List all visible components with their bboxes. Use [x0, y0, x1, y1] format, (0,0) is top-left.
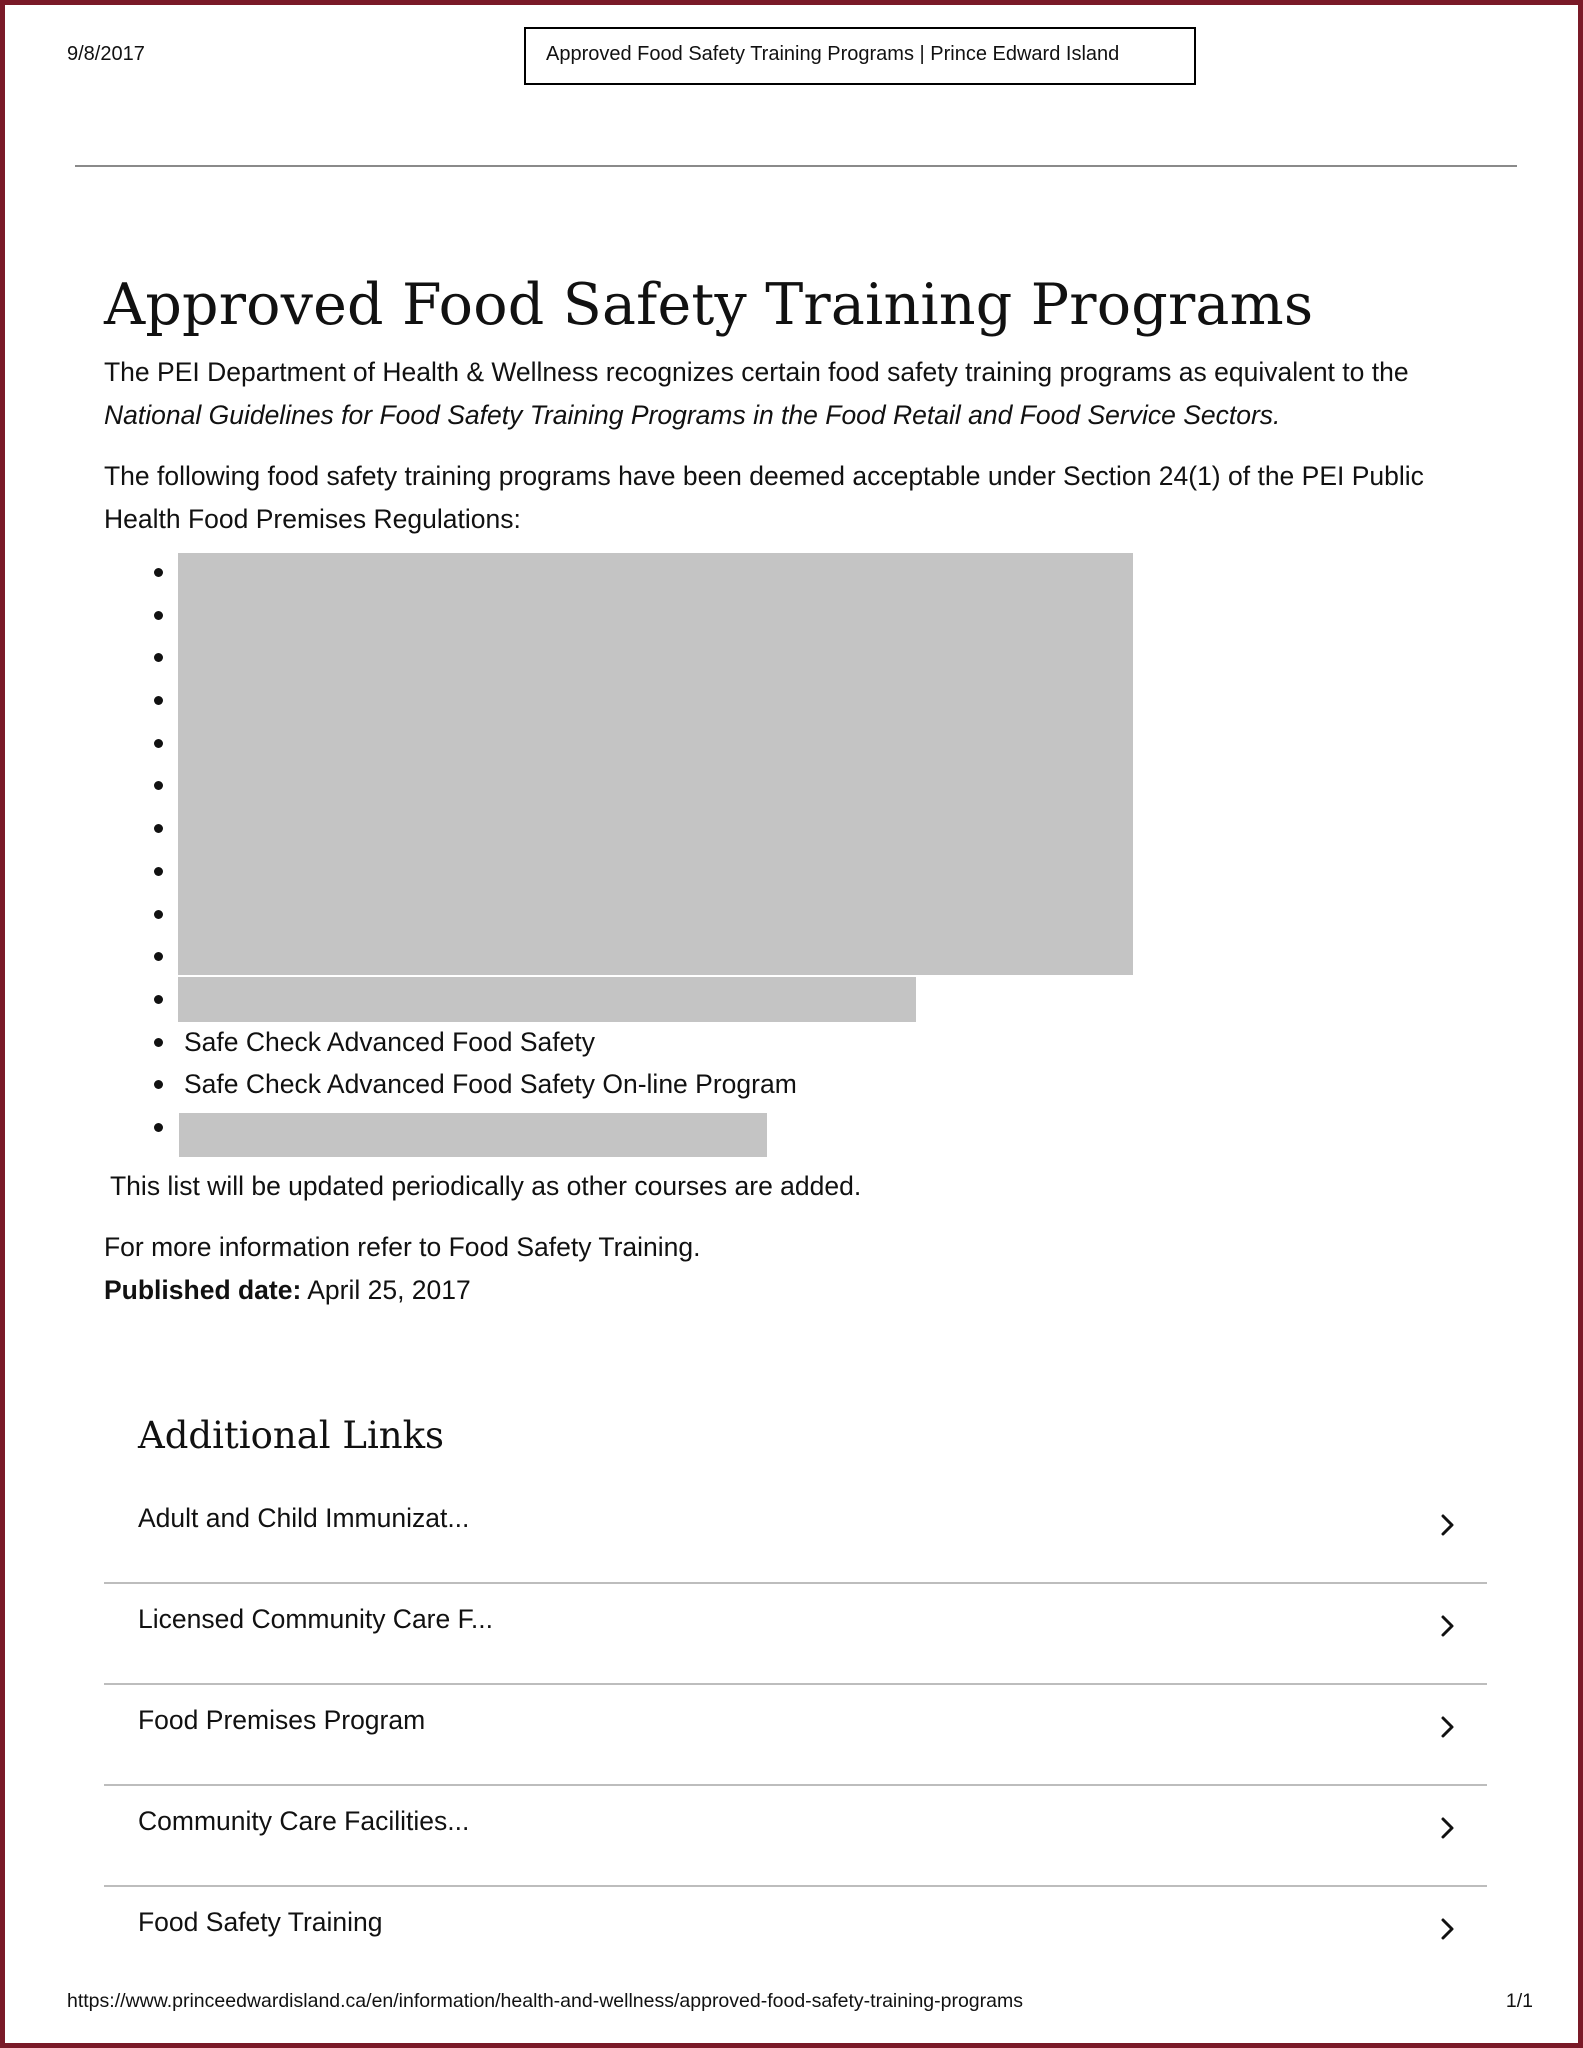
bullet-icon: [154, 781, 163, 790]
link-label[interactable]: Food Premises Program: [138, 1705, 426, 1735]
link-label[interactable]: Community Care Facilities...: [138, 1806, 470, 1836]
redaction-block: [179, 1113, 767, 1157]
redaction-block: [178, 977, 916, 1022]
chevron-right-icon: [1435, 1917, 1459, 1941]
chevron-right-icon: [1435, 1816, 1459, 1840]
published-date: [104, 1269, 1484, 1312]
article-content: [104, 267, 1484, 1312]
link-label[interactable]: Adult and Child Immunizat...: [138, 1503, 470, 1533]
program-label: Safe Check Advanced Food Safety: [184, 1026, 596, 1057]
bullet-icon: [154, 824, 163, 833]
bullet-icon: [154, 910, 163, 919]
chevron-right-icon: [1435, 1513, 1459, 1537]
bullet-icon: [154, 952, 163, 961]
bullet-icon: [154, 653, 163, 662]
header-divider: [75, 165, 1517, 167]
bullet-icon: [154, 611, 163, 620]
more-info-text: For more information refer to Food Safety Training.: [104, 1231, 701, 1262]
bullet-icon: [154, 1080, 163, 1089]
additional-link-item[interactable]: [104, 1887, 1487, 1988]
intro-paragraph: [104, 351, 1484, 437]
bullet-icon: [154, 568, 163, 577]
bullet-icon: [154, 995, 163, 1004]
chevron-right-icon: [1435, 1715, 1459, 1739]
bullet-icon: [154, 867, 163, 876]
link-label[interactable]: Licensed Community Care F...: [138, 1604, 493, 1634]
list-item: [104, 1063, 1484, 1106]
page-title: Approved Food Safety Training Programs: [104, 272, 1314, 338]
print-date: 9/8/2017: [67, 43, 145, 65]
additional-link-item[interactable]: [104, 1483, 1487, 1584]
list-item: [104, 1021, 1484, 1064]
chevron-right-icon: [1435, 1614, 1459, 1638]
print-page-number: 1/1: [1505, 1990, 1533, 2012]
bullet-icon: [154, 1123, 163, 1132]
update-note: This list will be updated periodically as other courses are added.: [110, 1170, 862, 1201]
print-footer-url: https://www.princeedwardisland.ca/en/information/health-and-wellness/approved-food-safety-training-programs: [67, 1990, 1023, 2012]
program-label: Safe Check Advanced Food Safety On-line Program: [184, 1069, 797, 1100]
bullet-icon: [154, 1038, 163, 1047]
additional-link-item[interactable]: [104, 1786, 1487, 1887]
published-label: Published date:: [104, 1274, 302, 1305]
additional-link-item[interactable]: [104, 1584, 1487, 1685]
published-value: April 25, 2017: [307, 1274, 471, 1305]
bullet-icon: [154, 696, 163, 705]
guidelines-italic-text: National Guidelines for Food Safety Training Programs in the Food Retail and Food Service Sectors.: [104, 400, 1281, 430]
bullet-icon: [154, 739, 163, 748]
additional-link-item[interactable]: [104, 1685, 1487, 1786]
print-page-title: Approved Food Safety Training Programs | Prince Edward Island: [524, 27, 1196, 85]
additional-links-title: Additional Links: [138, 1414, 445, 1457]
program-list: [104, 551, 1484, 1149]
link-label[interactable]: Food Safety Training: [138, 1907, 383, 1937]
following-paragraph: The following food safety training programs have been deemed acceptable under Section 24(1) of the PEI Public Health Food Premises Regulations:: [104, 461, 1424, 534]
additional-links-list: [104, 1483, 1487, 1988]
redaction-block: [178, 553, 1133, 975]
intro-text: The PEI Department of Health & Wellness recognizes certain food safety training programs as equivalent to the: [104, 357, 1409, 387]
